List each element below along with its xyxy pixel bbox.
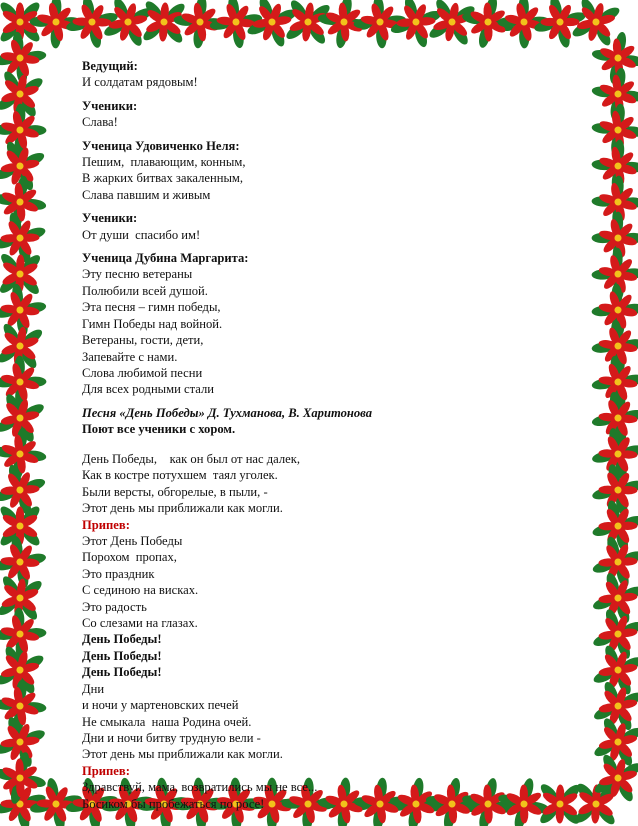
song-line: Дни — [82, 681, 105, 696]
dialogue-line: Ветераны, гости, дети, — [82, 333, 204, 348]
song-line: Этот день мы приближали как могли. — [82, 747, 283, 762]
speaker-name: Ученица Удовиченко Неля: — [82, 138, 240, 153]
song-line: и ночи у мартеновских печей — [82, 698, 239, 713]
dialogue-line: Запевайте с нами. — [82, 349, 178, 364]
song-line: Как в костре потухшем таял уголек. — [82, 468, 278, 483]
dialogue-line: Слава! — [82, 115, 118, 130]
speaker-name: Ученики: — [82, 211, 138, 226]
song-line: Этот день мы приближали как могли. — [82, 501, 283, 516]
dialogue-line: Слова любимой песни — [82, 365, 203, 380]
song-line: Со слезами на глазах. — [82, 616, 198, 631]
dialogue-block — [82, 138, 562, 204]
song-lyrics — [82, 451, 562, 812]
song-title: Песня «День Победы» Д. Тухманова, В. Харитонова — [82, 405, 373, 420]
speaker-name: Ученица Дубина Маргарита: — [82, 251, 249, 266]
speaker-name: Ученики: — [82, 98, 138, 113]
song-line: Дни и ночи битву трудную вели - — [82, 730, 261, 745]
dialogue-line: Для всех родными стали — [82, 382, 214, 397]
dialogue-block — [82, 210, 562, 243]
song-line: Это радость — [82, 599, 147, 614]
dialogue-line: Гимн Победы над войной. — [82, 316, 223, 331]
dialogue-line: Пешим, плавающим, конным, — [82, 155, 246, 170]
song-line: День Победы, как он был от нас далек, — [82, 452, 301, 466]
speaker-name: Ведущий: — [82, 59, 138, 73]
chorus-label: Припев: — [82, 517, 130, 532]
poinsettia-icon — [426, 0, 479, 48]
song-line: С сединою на висках. — [82, 583, 199, 598]
song-line: Порохом пропах, — [82, 550, 177, 565]
song-line: Не смыкала наша Родина очей. — [82, 714, 252, 729]
song-line: День Победы! — [82, 648, 162, 663]
chorus-label: Припев: — [82, 763, 130, 778]
poinsettia-icon — [0, 504, 42, 549]
dialogue-block — [82, 58, 562, 91]
song-line: Это праздник — [82, 566, 155, 581]
song-line: Этот День Победы — [82, 534, 183, 549]
dialogue — [82, 58, 562, 445]
dialogue-block — [82, 250, 562, 398]
dialogue-block — [82, 98, 562, 131]
song-line: Здравствуй, мама, возвратились мы не все... — [82, 780, 318, 795]
song-line: День Победы! — [82, 632, 162, 647]
song-line: Были версты, обгорелые, в пыли, - — [82, 484, 268, 499]
dialogue-line: От души спасибо им! — [82, 227, 201, 242]
dialogue-line: Слава павшим и живым — [82, 187, 211, 202]
song-header — [82, 405, 562, 438]
dialogue-line: Эта песня – гимн победы, — [82, 300, 221, 315]
song-line: Босиком бы пробежаться по росе! — [82, 796, 265, 811]
dialogue-line: И солдатам рядовым! — [82, 75, 198, 90]
song-note: Поют все ученики с хором. — [82, 422, 236, 437]
dialogue-line: В жарких битвах закаленным, — [82, 171, 244, 186]
dialogue-line: Полюбили всей душой. — [82, 283, 208, 298]
song-line: День Победы! — [82, 665, 162, 680]
dialogue-line: Эту песню ветераны — [82, 267, 193, 282]
